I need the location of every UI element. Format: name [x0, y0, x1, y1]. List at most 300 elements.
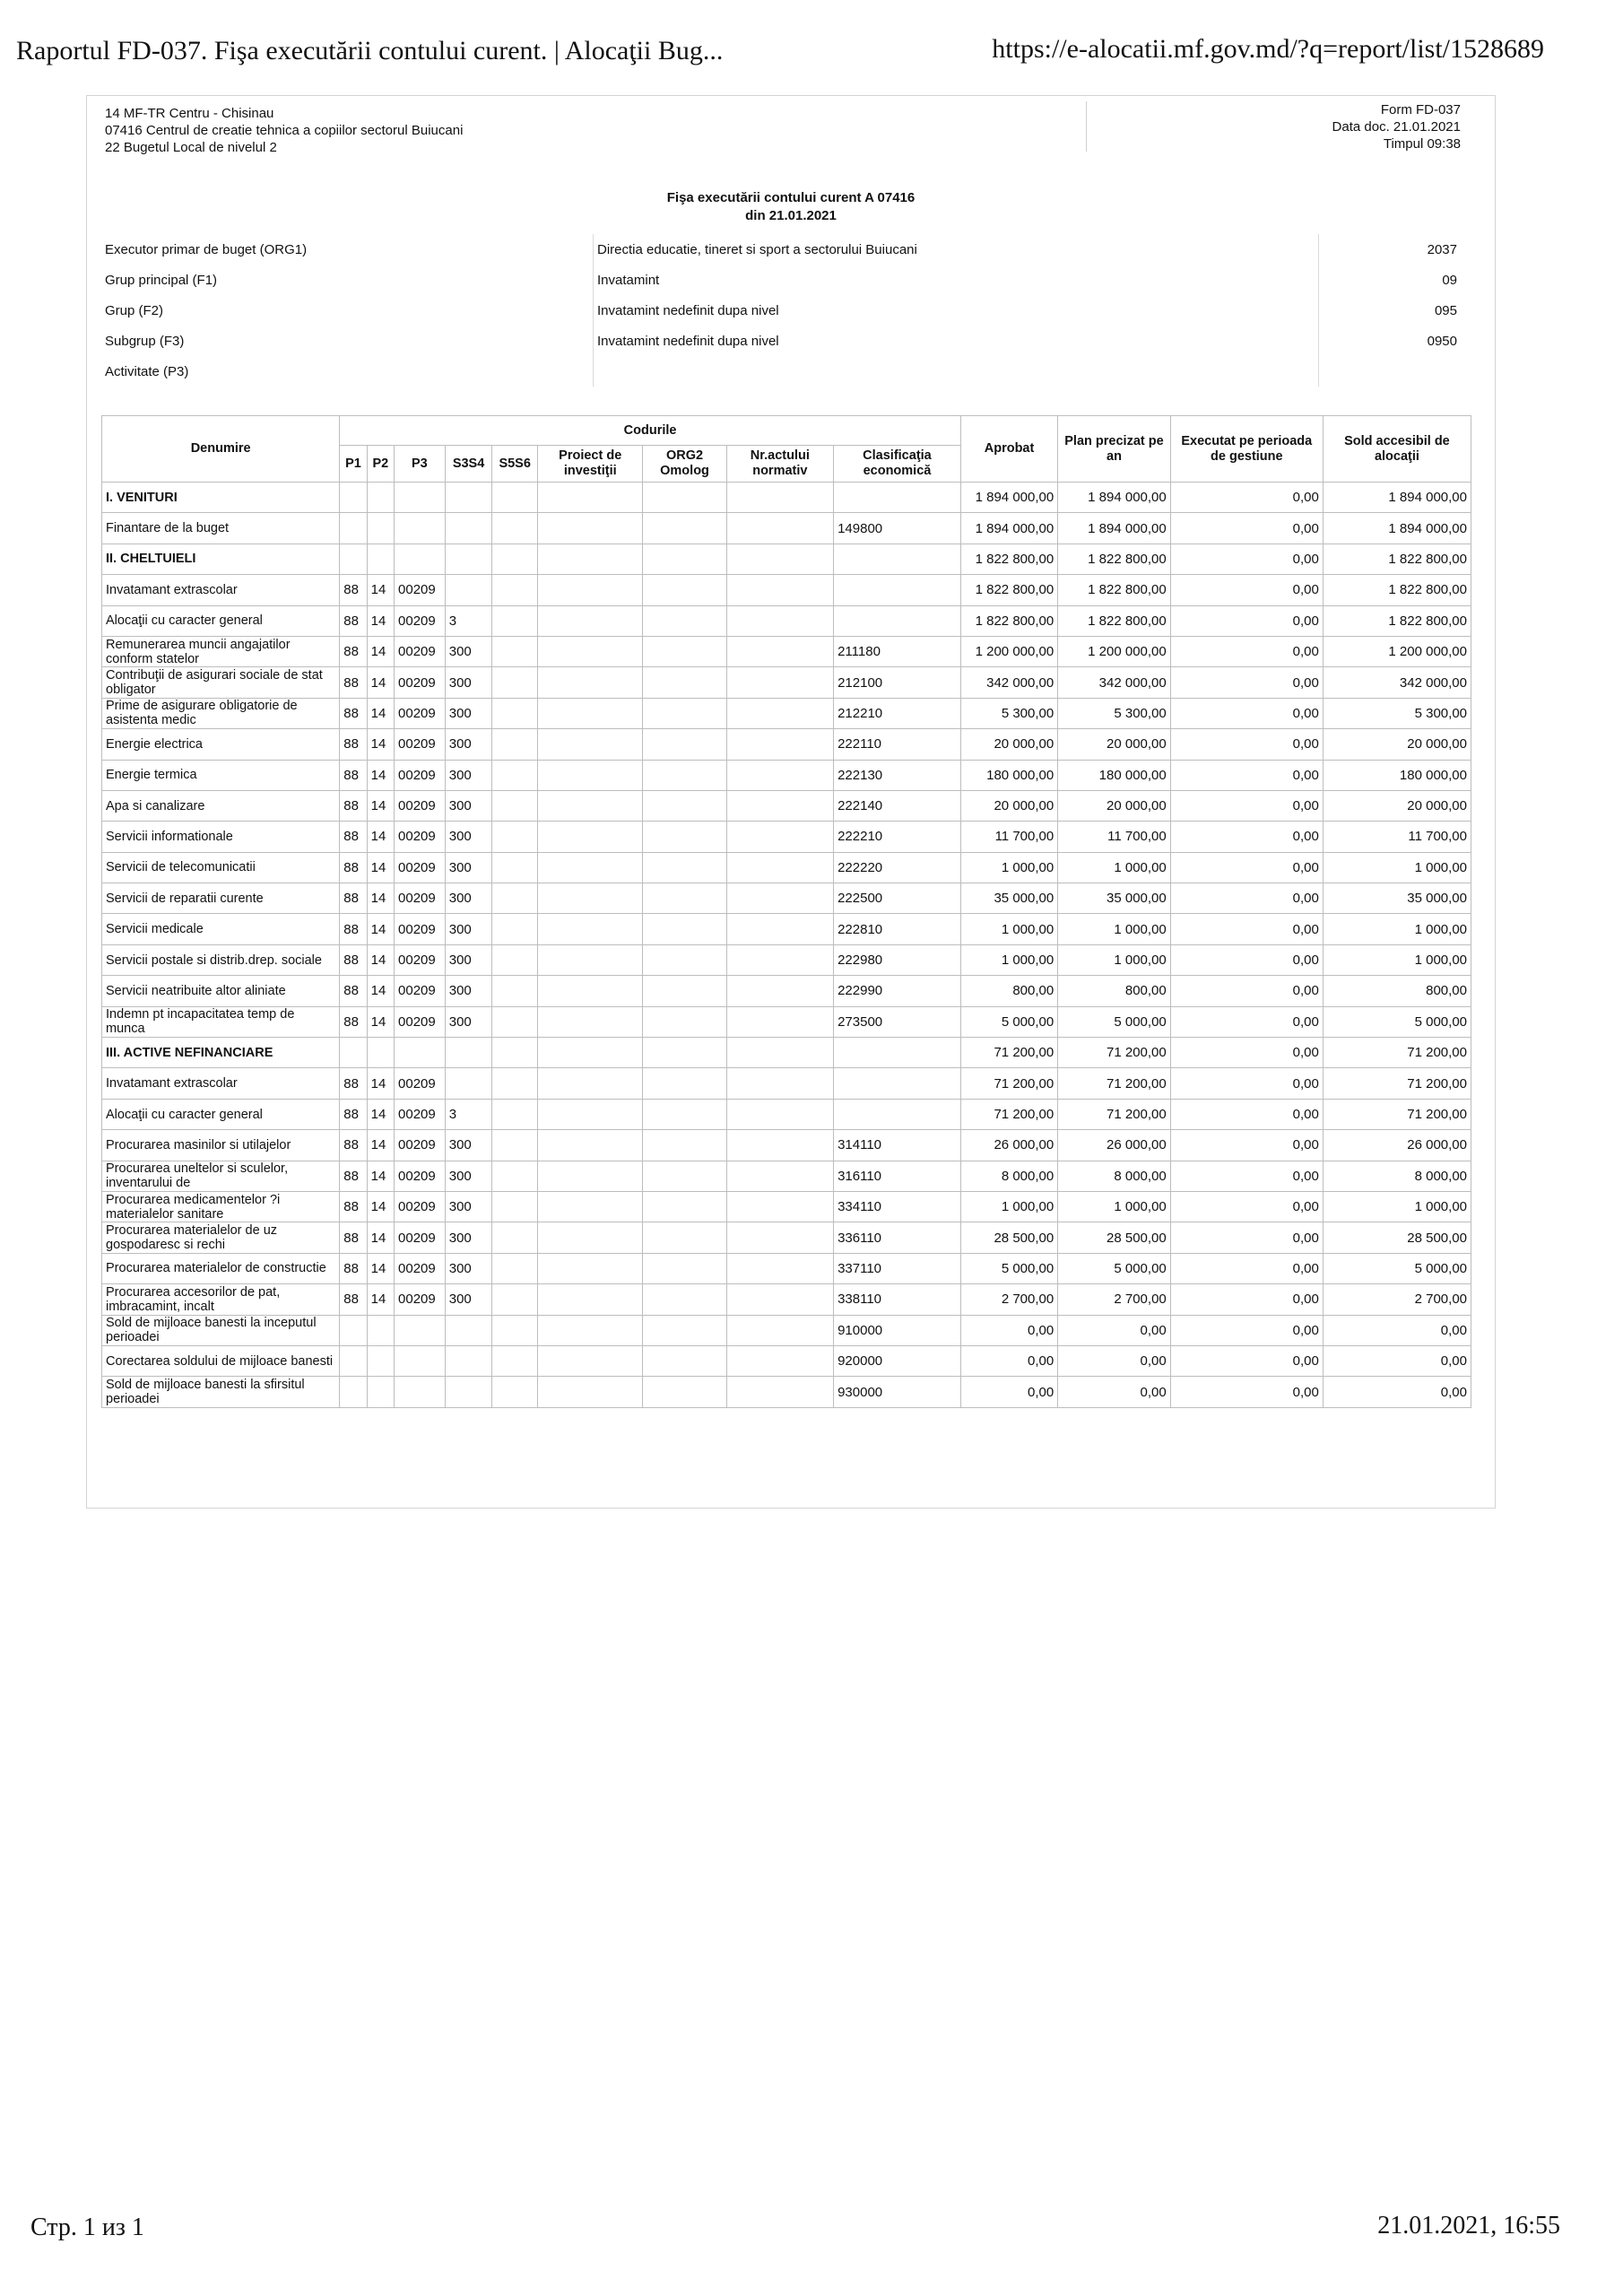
- row-clasificatia: 211180: [834, 636, 961, 666]
- row-p3: 00209: [395, 1130, 446, 1161]
- row-plan: 1 000,00: [1058, 944, 1171, 975]
- row-s5s6: [492, 575, 538, 605]
- row-p1: 88: [340, 1253, 367, 1283]
- row-p3: [395, 544, 446, 574]
- row-clasificatia: 212100: [834, 667, 961, 698]
- row-org2: [643, 760, 726, 790]
- row-s3s4: [445, 1315, 492, 1345]
- row-plan: 1 822 800,00: [1058, 605, 1171, 636]
- row-proiect: [538, 1038, 643, 1068]
- row-s3s4: 300: [445, 1006, 492, 1037]
- row-proiect: [538, 1068, 643, 1099]
- row-aprobat: 0,00: [960, 1315, 1057, 1345]
- row-clasificatia: 222500: [834, 883, 961, 914]
- execution-table: [101, 415, 1471, 1408]
- row-plan: 1 000,00: [1058, 852, 1171, 883]
- row-executat: 0,00: [1170, 636, 1323, 666]
- row-nr-actului: [726, 1068, 833, 1099]
- row-p2: 14: [367, 575, 394, 605]
- row-p2: 14: [367, 760, 394, 790]
- row-p1: [340, 483, 367, 513]
- row-s3s4: 3: [445, 605, 492, 636]
- col-denumire: Denumire: [102, 416, 340, 483]
- row-s5s6: [492, 1006, 538, 1037]
- row-s5s6: [492, 1161, 538, 1191]
- report-title-line1: Fişa executării contului curent A 07416: [666, 190, 916, 205]
- row-name: Servicii de telecomunicatii: [102, 852, 340, 883]
- table-row: [102, 1006, 1471, 1037]
- attribute-description: Invatamint nedefinit dupa nivel: [594, 326, 1319, 356]
- row-clasificatia: 338110: [834, 1284, 961, 1315]
- row-org2: [643, 698, 726, 728]
- row-name: Indemn pt incapacitatea temp de munca: [102, 1006, 340, 1037]
- row-sold: 1 822 800,00: [1323, 575, 1471, 605]
- row-plan: 800,00: [1058, 976, 1171, 1006]
- row-plan: 1 822 800,00: [1058, 544, 1171, 574]
- row-s3s4: 300: [445, 698, 492, 728]
- attributes-table: [101, 234, 1470, 387]
- row-aprobat: 5 000,00: [960, 1006, 1057, 1037]
- row-sold: 5 300,00: [1323, 698, 1471, 728]
- row-executat: 0,00: [1170, 1161, 1323, 1191]
- row-p2: 14: [367, 729, 394, 760]
- row-clasificatia: 222990: [834, 976, 961, 1006]
- row-executat: 0,00: [1170, 1377, 1323, 1407]
- row-org2: [643, 883, 726, 914]
- row-nr-actului: [726, 944, 833, 975]
- row-executat: 0,00: [1170, 914, 1323, 944]
- row-nr-actului: [726, 636, 833, 666]
- row-aprobat: 1 894 000,00: [960, 483, 1057, 513]
- row-proiect: [538, 575, 643, 605]
- row-nr-actului: [726, 1377, 833, 1407]
- row-org2: [643, 729, 726, 760]
- row-clasificatia: [834, 544, 961, 574]
- row-org2: [643, 914, 726, 944]
- row-org2: [643, 1315, 726, 1345]
- row-org2: [643, 1038, 726, 1068]
- col-aprobat: Aprobat: [960, 416, 1057, 483]
- row-s3s4: 300: [445, 729, 492, 760]
- row-clasificatia: 149800: [834, 513, 961, 544]
- row-aprobat: 180 000,00: [960, 760, 1057, 790]
- row-nr-actului: [726, 852, 833, 883]
- row-s3s4: 3: [445, 1099, 492, 1129]
- row-clasificatia: 337110: [834, 1253, 961, 1283]
- row-p1: 88: [340, 1130, 367, 1161]
- row-s3s4: 300: [445, 760, 492, 790]
- row-name: Finantare de la buget: [102, 513, 340, 544]
- row-org2: [643, 944, 726, 975]
- attribute-description: Invatamint: [594, 265, 1319, 295]
- row-executat: 0,00: [1170, 976, 1323, 1006]
- row-s5s6: [492, 944, 538, 975]
- row-aprobat: 71 200,00: [960, 1099, 1057, 1129]
- table-row: [102, 513, 1471, 544]
- row-plan: 1 822 800,00: [1058, 575, 1171, 605]
- row-p3: [395, 1377, 446, 1407]
- row-proiect: [538, 1006, 643, 1037]
- row-proiect: [538, 544, 643, 574]
- row-sold: 800,00: [1323, 976, 1471, 1006]
- row-p3: 00209: [395, 1222, 446, 1253]
- row-s5s6: [492, 1191, 538, 1222]
- row-name: Servicii medicale: [102, 914, 340, 944]
- row-s3s4: 300: [445, 852, 492, 883]
- row-p1: 88: [340, 976, 367, 1006]
- row-p3: [395, 1038, 446, 1068]
- row-name: I. VENITURI: [102, 483, 340, 513]
- row-p1: [340, 1377, 367, 1407]
- row-executat: 0,00: [1170, 822, 1323, 852]
- row-sold: 342 000,00: [1323, 667, 1471, 698]
- row-proiect: [538, 483, 643, 513]
- table-row: [102, 883, 1471, 914]
- row-plan: 0,00: [1058, 1315, 1171, 1345]
- row-executat: 0,00: [1170, 1006, 1323, 1037]
- row-nr-actului: [726, 1099, 833, 1129]
- header-treasury: 14 MF-TR Centru - Chisinau: [105, 106, 274, 121]
- row-p2: 14: [367, 914, 394, 944]
- row-clasificatia: [834, 1038, 961, 1068]
- row-proiect: [538, 976, 643, 1006]
- row-aprobat: 1 894 000,00: [960, 513, 1057, 544]
- col-s3s4: S3S4: [445, 446, 492, 483]
- table-row: [102, 636, 1471, 666]
- row-p3: 00209: [395, 1284, 446, 1315]
- footer-datetime: 21.01.2021, 16:55: [1377, 2212, 1560, 2239]
- col-p1: P1: [340, 446, 367, 483]
- row-p3: 00209: [395, 883, 446, 914]
- row-plan: 11 700,00: [1058, 822, 1171, 852]
- row-sold: 1 822 800,00: [1323, 605, 1471, 636]
- row-executat: 0,00: [1170, 852, 1323, 883]
- row-org2: [643, 1345, 726, 1376]
- form-code: Form FD-037: [1380, 102, 1461, 117]
- row-name: Procurarea medicamentelor ?i materialelor sanitare: [102, 1191, 340, 1222]
- row-p3: [395, 513, 446, 544]
- table-row: [102, 698, 1471, 728]
- row-s3s4: [445, 544, 492, 574]
- row-org2: [643, 636, 726, 666]
- row-aprobat: 2 700,00: [960, 1284, 1057, 1315]
- table-row: [102, 1191, 1471, 1222]
- attribute-row: [101, 234, 1470, 265]
- row-aprobat: 1 200 000,00: [960, 636, 1057, 666]
- row-plan: 8 000,00: [1058, 1161, 1171, 1191]
- row-proiect: [538, 513, 643, 544]
- row-executat: 0,00: [1170, 1253, 1323, 1283]
- row-executat: 0,00: [1170, 883, 1323, 914]
- row-p2: [367, 513, 394, 544]
- row-name: Invatamant extrascolar: [102, 1068, 340, 1099]
- row-p3: 00209: [395, 1253, 446, 1283]
- attribute-label: Executor primar de buget (ORG1): [105, 241, 308, 257]
- row-plan: 5 000,00: [1058, 1006, 1171, 1037]
- row-nr-actului: [726, 1161, 833, 1191]
- row-p2: 14: [367, 1284, 394, 1315]
- row-p1: 88: [340, 729, 367, 760]
- row-org2: [643, 605, 726, 636]
- row-nr-actului: [726, 1253, 833, 1283]
- row-aprobat: 800,00: [960, 976, 1057, 1006]
- row-clasificatia: 222980: [834, 944, 961, 975]
- row-plan: 71 200,00: [1058, 1038, 1171, 1068]
- row-p3: 00209: [395, 760, 446, 790]
- row-aprobat: 20 000,00: [960, 729, 1057, 760]
- row-p3: 00209: [395, 1099, 446, 1129]
- row-name: Contribuţii de asigurari sociale de stat obligator: [102, 667, 340, 698]
- row-clasificatia: 222220: [834, 852, 961, 883]
- row-p2: 14: [367, 1006, 394, 1037]
- row-name: Servicii informationale: [102, 822, 340, 852]
- row-p3: 00209: [395, 575, 446, 605]
- row-executat: 0,00: [1170, 1284, 1323, 1315]
- row-plan: 180 000,00: [1058, 760, 1171, 790]
- row-s5s6: [492, 822, 538, 852]
- row-p2: 14: [367, 1068, 394, 1099]
- row-s5s6: [492, 729, 538, 760]
- row-aprobat: 8 000,00: [960, 1161, 1057, 1191]
- row-p1: [340, 1315, 367, 1345]
- row-plan: 0,00: [1058, 1377, 1171, 1407]
- row-proiect: [538, 1222, 643, 1253]
- row-p2: 14: [367, 883, 394, 914]
- row-executat: 0,00: [1170, 1068, 1323, 1099]
- row-p3: 00209: [395, 729, 446, 760]
- row-s3s4: [445, 575, 492, 605]
- table-row: [102, 822, 1471, 852]
- row-p1: 88: [340, 605, 367, 636]
- col-clasificatia: Clasificaţia economică: [834, 446, 961, 483]
- row-clasificatia: [834, 605, 961, 636]
- row-proiect: [538, 822, 643, 852]
- row-org2: [643, 1377, 726, 1407]
- row-plan: 1 000,00: [1058, 914, 1171, 944]
- row-org2: [643, 483, 726, 513]
- row-name: Apa si canalizare: [102, 790, 340, 821]
- row-plan: 26 000,00: [1058, 1130, 1171, 1161]
- row-p2: 14: [367, 976, 394, 1006]
- row-name: Corectarea soldului de mijloace banesti: [102, 1345, 340, 1376]
- row-proiect: [538, 760, 643, 790]
- document-date: Data doc. 21.01.2021: [1332, 119, 1461, 135]
- row-aprobat: 71 200,00: [960, 1068, 1057, 1099]
- row-p1: 88: [340, 822, 367, 852]
- row-s3s4: [445, 1068, 492, 1099]
- row-nr-actului: [726, 790, 833, 821]
- row-p1: [340, 544, 367, 574]
- row-p3: 00209: [395, 852, 446, 883]
- row-sold: 0,00: [1323, 1315, 1471, 1345]
- row-executat: 0,00: [1170, 1099, 1323, 1129]
- row-clasificatia: 222210: [834, 822, 961, 852]
- row-p1: 88: [340, 790, 367, 821]
- row-nr-actului: [726, 483, 833, 513]
- row-nr-actului: [726, 914, 833, 944]
- row-p1: 88: [340, 1099, 367, 1129]
- row-proiect: [538, 914, 643, 944]
- row-sold: 180 000,00: [1323, 760, 1471, 790]
- row-sold: 1 822 800,00: [1323, 544, 1471, 574]
- row-p1: 88: [340, 760, 367, 790]
- header-divider: [1086, 101, 1087, 152]
- row-nr-actului: [726, 1315, 833, 1345]
- col-org2: ORG2 Omolog: [643, 446, 726, 483]
- attribute-code: [1319, 356, 1471, 387]
- row-name: Servicii de reparatii curente: [102, 883, 340, 914]
- table-row: [102, 790, 1471, 821]
- col-codurile: Codurile: [340, 416, 961, 446]
- row-executat: 0,00: [1170, 1315, 1323, 1345]
- row-s5s6: [492, 698, 538, 728]
- row-nr-actului: [726, 1130, 833, 1161]
- row-aprobat: 1 822 800,00: [960, 544, 1057, 574]
- row-executat: 0,00: [1170, 575, 1323, 605]
- row-p1: 88: [340, 698, 367, 728]
- row-sold: 1 000,00: [1323, 914, 1471, 944]
- row-s3s4: 300: [445, 1130, 492, 1161]
- row-clasificatia: [834, 1099, 961, 1129]
- row-s3s4: 300: [445, 1253, 492, 1283]
- col-s5s6: S5S6: [492, 446, 538, 483]
- row-org2: [643, 575, 726, 605]
- row-s3s4: [445, 1377, 492, 1407]
- row-p1: [340, 1345, 367, 1376]
- row-p3: 00209: [395, 1161, 446, 1191]
- row-name: Servicii postale si distrib.drep. sociale: [102, 944, 340, 975]
- row-s5s6: [492, 667, 538, 698]
- row-clasificatia: [834, 575, 961, 605]
- row-p2: 14: [367, 852, 394, 883]
- row-proiect: [538, 1315, 643, 1345]
- row-p2: [367, 1038, 394, 1068]
- row-proiect: [538, 729, 643, 760]
- row-p1: [340, 513, 367, 544]
- row-p1: 88: [340, 852, 367, 883]
- row-s5s6: [492, 483, 538, 513]
- row-sold: 2 700,00: [1323, 1284, 1471, 1315]
- row-clasificatia: 920000: [834, 1345, 961, 1376]
- row-s5s6: [492, 513, 538, 544]
- col-p2: P2: [367, 446, 394, 483]
- row-s3s4: 300: [445, 790, 492, 821]
- row-s5s6: [492, 1377, 538, 1407]
- row-nr-actului: [726, 1038, 833, 1068]
- row-s3s4: 300: [445, 914, 492, 944]
- row-nr-actului: [726, 1222, 833, 1253]
- table-row: [102, 1284, 1471, 1315]
- row-s5s6: [492, 1038, 538, 1068]
- row-org2: [643, 513, 726, 544]
- row-proiect: [538, 1130, 643, 1161]
- row-p1: 88: [340, 1191, 367, 1222]
- row-p1: 88: [340, 1284, 367, 1315]
- row-proiect: [538, 1161, 643, 1191]
- col-p3: P3: [395, 446, 446, 483]
- row-org2: [643, 1191, 726, 1222]
- row-p2: [367, 1315, 394, 1345]
- row-s3s4: 300: [445, 1284, 492, 1315]
- row-proiect: [538, 852, 643, 883]
- row-p1: 88: [340, 944, 367, 975]
- row-sold: 0,00: [1323, 1377, 1471, 1407]
- row-nr-actului: [726, 760, 833, 790]
- row-s5s6: [492, 1253, 538, 1283]
- row-s3s4: [445, 1345, 492, 1376]
- row-name: Sold de mijloace banesti la sfirsitul perioadei: [102, 1377, 340, 1407]
- row-p3: [395, 1345, 446, 1376]
- row-p2: 14: [367, 1130, 394, 1161]
- row-org2: [643, 976, 726, 1006]
- row-plan: 0,00: [1058, 1345, 1171, 1376]
- row-clasificatia: 222110: [834, 729, 961, 760]
- row-p3: 00209: [395, 1006, 446, 1037]
- document-time: Timpul 09:38: [1383, 136, 1461, 152]
- col-executat: Executat pe perioada de gestiune: [1170, 416, 1323, 483]
- row-p2: [367, 483, 394, 513]
- attribute-label: Grup (F2): [105, 302, 164, 318]
- table-section-row: [102, 1038, 1471, 1068]
- row-name: III. ACTIVE NEFINANCIARE: [102, 1038, 340, 1068]
- row-name: Energie electrica: [102, 729, 340, 760]
- row-plan: 5 300,00: [1058, 698, 1171, 728]
- table-row: [102, 976, 1471, 1006]
- row-s5s6: [492, 1345, 538, 1376]
- row-s3s4: 300: [445, 1161, 492, 1191]
- row-p3: 00209: [395, 636, 446, 666]
- row-aprobat: 5 000,00: [960, 1253, 1057, 1283]
- row-s5s6: [492, 1222, 538, 1253]
- table-row: [102, 1068, 1471, 1099]
- row-plan: 71 200,00: [1058, 1068, 1171, 1099]
- row-plan: 2 700,00: [1058, 1284, 1171, 1315]
- row-s5s6: [492, 976, 538, 1006]
- row-org2: [643, 1006, 726, 1037]
- row-p1: [340, 1038, 367, 1068]
- attribute-code: 0950: [1319, 326, 1471, 356]
- row-sold: 26 000,00: [1323, 1130, 1471, 1161]
- row-org2: [643, 1068, 726, 1099]
- row-nr-actului: [726, 729, 833, 760]
- row-s5s6: [492, 605, 538, 636]
- row-p2: 14: [367, 1222, 394, 1253]
- row-proiect: [538, 1099, 643, 1129]
- row-proiect: [538, 605, 643, 636]
- row-p3: 00209: [395, 667, 446, 698]
- row-nr-actului: [726, 1191, 833, 1222]
- attribute-code: 2037: [1319, 234, 1471, 265]
- row-s3s4: 300: [445, 976, 492, 1006]
- table-section-row: [102, 544, 1471, 574]
- row-s5s6: [492, 636, 538, 666]
- row-nr-actului: [726, 575, 833, 605]
- attribute-description: Invatamint nedefinit dupa nivel: [594, 295, 1319, 326]
- row-sold: 0,00: [1323, 1345, 1471, 1376]
- row-clasificatia: 212210: [834, 698, 961, 728]
- row-proiect: [538, 944, 643, 975]
- table-row: [102, 1253, 1471, 1283]
- row-nr-actului: [726, 822, 833, 852]
- row-name: Prime de asigurare obligatorie de asistenta medic: [102, 698, 340, 728]
- row-aprobat: 1 000,00: [960, 852, 1057, 883]
- row-p1: 88: [340, 575, 367, 605]
- browser-url[interactable]: https://e-alocatii.mf.gov.md/?q=report/list/1528689: [992, 34, 1544, 64]
- row-p3: 00209: [395, 976, 446, 1006]
- row-p3: 00209: [395, 1191, 446, 1222]
- row-p1: 88: [340, 1222, 367, 1253]
- footer-page-number: Стр. 1 из 1: [30, 2213, 144, 2241]
